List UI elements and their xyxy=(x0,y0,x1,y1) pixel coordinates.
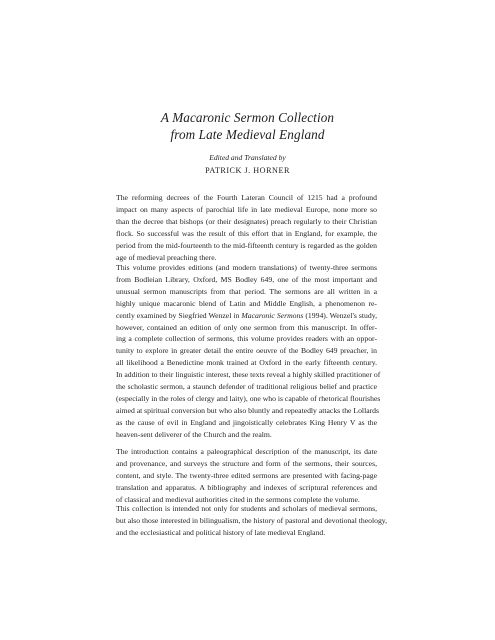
text-line: as the cause of evil in England and jingoistically celebrates King Henry V as the xyxy=(116,417,377,427)
book-title-line-1: A Macaronic Sermon Collection xyxy=(160,110,335,125)
text-line: and provenance, and surveys the structure and form of the sermons, their sources, xyxy=(116,458,377,468)
text-line: In addition to their linguistic interest, these texts reveal a highly skilled practitioner of xyxy=(116,370,381,380)
text-line: The reforming decrees of the Fourth Lateran Council of 1215 had a profound xyxy=(116,193,377,202)
text-line: age of medieval preaching there. xyxy=(116,252,217,262)
text-line: of classical and medieval authorities cited in the sermons complete the volume. xyxy=(116,494,360,504)
text-line: unusual sermon manuscripts from that period. The sermons are all written in a xyxy=(116,286,377,296)
text-line: The introduction contains a paleographical description of the manuscript, its date xyxy=(116,447,377,456)
paragraph-3 xyxy=(116,446,377,506)
text-line: impact on many aspects of parochial life in late medieval Europe, none more so xyxy=(116,204,377,214)
text-line: highly unique macaronic blend of Latin and Middle English, a phenomenon re- xyxy=(116,298,377,308)
author-name: PATRICK J. HORNER xyxy=(205,166,290,175)
book-title xyxy=(0,109,495,143)
text-line: content, and style. The twenty-three edited sermons are presented with facing-page xyxy=(116,470,377,480)
text-line: This collection is intended not only for students and scholars of medieval sermons, xyxy=(116,504,377,513)
paragraph-text xyxy=(116,262,381,441)
text-line: (especially in the roles of clergy and laity), one who is capable of rhetorical flourishes xyxy=(116,393,381,403)
text-line: however, contained an edition of only one sermon from this manuscript. In offer- xyxy=(116,322,377,332)
paragraph-text xyxy=(116,503,388,539)
text-line: This volume provides editions (and modern translations) of twenty-three sermons xyxy=(116,263,377,272)
text-line: than the decree that bishops (or their designates) preach regularly to their Christian xyxy=(116,216,377,226)
text-line: ing a complete collection of sermons, this volume provides readers with an oppor- xyxy=(116,334,377,344)
text-line: tunity to explore in greater detail the entire oeuvre of the Bodley 649 preacher, in xyxy=(116,346,377,356)
paragraph-2 xyxy=(116,262,381,441)
paragraph-text xyxy=(116,192,377,263)
text-line: heaven-sent deliverer of the Church and the realm. xyxy=(116,429,272,439)
book-title-line-2: from Late Medieval England xyxy=(170,127,325,142)
text-line: translation and apparatus. A bibliography and indexes of scriptural references and xyxy=(116,482,377,492)
text-line: the scholastic sermon, a staunch defender of traditional religious belief and practice xyxy=(116,382,377,392)
text-line: aimed at spiritual conversion but who also bluntly and repeatedly attacks the Lollards xyxy=(116,405,380,415)
text-line: and the ecclesiastical and political history of late medieval England. xyxy=(116,527,326,537)
text-line: from Bodleian Library, Oxford, MS Bodley 649, one of the most important and xyxy=(116,274,377,284)
paragraph-1 xyxy=(116,192,377,263)
text-line: period from the mid-fourteenth to the mid-fifteenth century is regarded as the golden xyxy=(116,240,377,250)
text-line: all likelihood a Benedictine monk trained at Oxford in the early fifteenth century. xyxy=(116,358,377,368)
paragraph-4 xyxy=(116,503,388,539)
text-line: cently examined by Siegfried Wenzel in Macaronic Sermons (1994). Wenzel's study, xyxy=(116,310,377,320)
edited-by-credit: Edited and Translated by xyxy=(209,153,286,162)
text-line: flock. So successful was the result of this effort that in England, for example, the xyxy=(116,228,377,238)
text-line: but also those interested in bilingualism, the history of pastoral and devotional theology, xyxy=(116,515,388,525)
paragraph-text xyxy=(116,446,377,506)
